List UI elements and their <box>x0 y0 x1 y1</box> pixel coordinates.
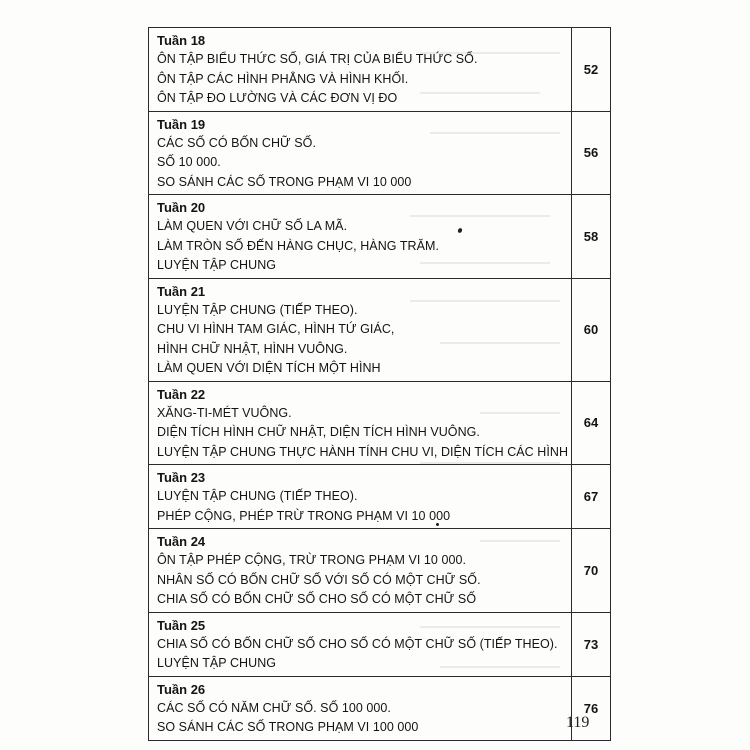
lesson-title: LUYỆN TẬP CHUNG (TIẾP THEO). <box>157 489 358 503</box>
week-heading: Tuần 23 <box>157 470 206 485</box>
lesson-title: SO SÁNH CÁC SỐ TRONG PHẠM VI 100 000 <box>157 720 419 734</box>
lesson-title: LÀM QUEN VỚI DIỆN TÍCH MỘT HÌNH <box>157 361 381 375</box>
lesson-title: DIỆN TÍCH HÌNH CHỮ NHẬT, DIỆN TÍCH HÌNH VUÔNG. <box>157 425 480 439</box>
toc-row <box>149 195 611 279</box>
lesson-title: CÁC SỐ CÓ NĂM CHỮ SỐ. SỐ 100 000. <box>157 700 391 715</box>
week-heading: Tuần 18 <box>157 33 206 48</box>
page-number: 119 <box>566 714 590 731</box>
table-of-contents <box>148 27 611 741</box>
toc-row <box>149 381 611 465</box>
toc-page-number: 64 <box>572 381 611 465</box>
toc-body <box>149 28 611 741</box>
week-heading: Tuần 20 <box>157 200 206 215</box>
lesson-title: ÔN TẬP PHÉP CỘNG, TRỪ TRONG PHẠM VI 10 000. <box>157 553 466 567</box>
lesson-title: CHIA SỐ CÓ BỐN CHỮ SỐ CHO SỐ CÓ MỘT CHỮ SỐ <box>157 592 477 606</box>
week-heading: Tuần 21 <box>157 283 206 299</box>
toc-page-number: 60 <box>572 278 611 381</box>
lesson-title: CÁC SỐ CÓ BỐN CHỮ SỐ. <box>157 135 316 150</box>
week-heading: Tuần 25 <box>157 617 206 633</box>
lesson-title: LUYỆN TẬP CHUNG <box>157 258 277 272</box>
toc-row <box>149 676 611 740</box>
toc-page-number: 56 <box>572 111 611 195</box>
toc-entry-content <box>149 676 572 740</box>
toc-entry-content <box>149 195 572 279</box>
toc-page-number: 52 <box>572 28 611 112</box>
toc-entry-content <box>149 381 572 465</box>
lesson-title: ÔN TẬP CÁC HÌNH PHẲNG VÀ HÌNH KHỐI. <box>157 71 409 86</box>
toc-entry-content <box>149 28 572 112</box>
toc-row <box>149 28 611 112</box>
lesson-title: HÌNH CHỮ NHẬT, HÌNH VUÔNG. <box>157 341 348 356</box>
week-heading: Tuần 24 <box>157 534 206 549</box>
toc-row <box>149 612 611 676</box>
lesson-title: LUYỆN TẬP CHUNG (TIẾP THEO). <box>157 302 358 317</box>
toc-row <box>149 529 611 613</box>
toc-page-number: 70 <box>572 529 611 613</box>
lesson-title: LÀM TRÒN SỐ ĐẾN HÀNG CHỤC, HÀNG TRĂM. <box>157 238 439 253</box>
lesson-title: NHÂN SỐ CÓ BỐN CHỮ SỐ VỚI SỐ CÓ MỘT CHỮ SỐ. <box>157 572 481 587</box>
toc-page-number: 76 <box>572 676 611 740</box>
lesson-title: CHU VI HÌNH TAM GIÁC, HÌNH TỨ GIÁC, <box>157 322 395 336</box>
lesson-title: SỐ 10 000. <box>157 155 221 169</box>
lesson-title: ÔN TẬP BIỂU THỨC SỐ, GIÁ TRỊ CỦA BIỂU THỨC SỐ. <box>157 52 478 66</box>
toc-entry-content <box>149 111 572 195</box>
week-heading: Tuần 26 <box>157 681 206 697</box>
toc-entry-content <box>149 529 572 613</box>
lesson-title: PHÉP CỘNG, PHÉP TRỪ TRONG PHẠM VI 10 000 <box>157 508 451 523</box>
lesson-title: ÔN TẬP ĐO LƯỜNG VÀ CÁC ĐƠN VỊ ĐO <box>157 91 398 105</box>
toc-row <box>149 278 611 381</box>
ink-speck <box>436 523 439 526</box>
toc-page-number: 73 <box>572 612 611 676</box>
lesson-title: LUYỆN TẬP CHUNG THỰC HÀNH TÍNH CHU VI, DIỆN TÍCH CÁC HÌNH <box>157 444 569 459</box>
lesson-title: LÀM QUEN VỚI CHỮ SỐ LA MÃ. <box>157 219 348 233</box>
lesson-title: XĂNG-TI-MÉT VUÔNG. <box>157 405 292 420</box>
toc-row <box>149 465 611 529</box>
toc-entry-content <box>149 465 572 529</box>
toc-entry-content <box>149 278 572 381</box>
toc-row <box>149 111 611 195</box>
lesson-title: LUYỆN TẬP CHUNG <box>157 656 277 670</box>
lesson-title: CHIA SỐ CÓ BỐN CHỮ SỐ CHO SỐ CÓ MỘT CHỮ SỐ (TIẾP THEO). <box>157 636 558 651</box>
toc-page-number: 58 <box>572 195 611 279</box>
week-heading: Tuần 19 <box>157 116 206 132</box>
toc-page-number: 67 <box>572 465 611 529</box>
lesson-title: SO SÁNH CÁC SỐ TRONG PHẠM VI 10 000 <box>157 174 412 189</box>
week-heading: Tuần 22 <box>157 386 206 402</box>
toc-entry-content <box>149 612 572 676</box>
